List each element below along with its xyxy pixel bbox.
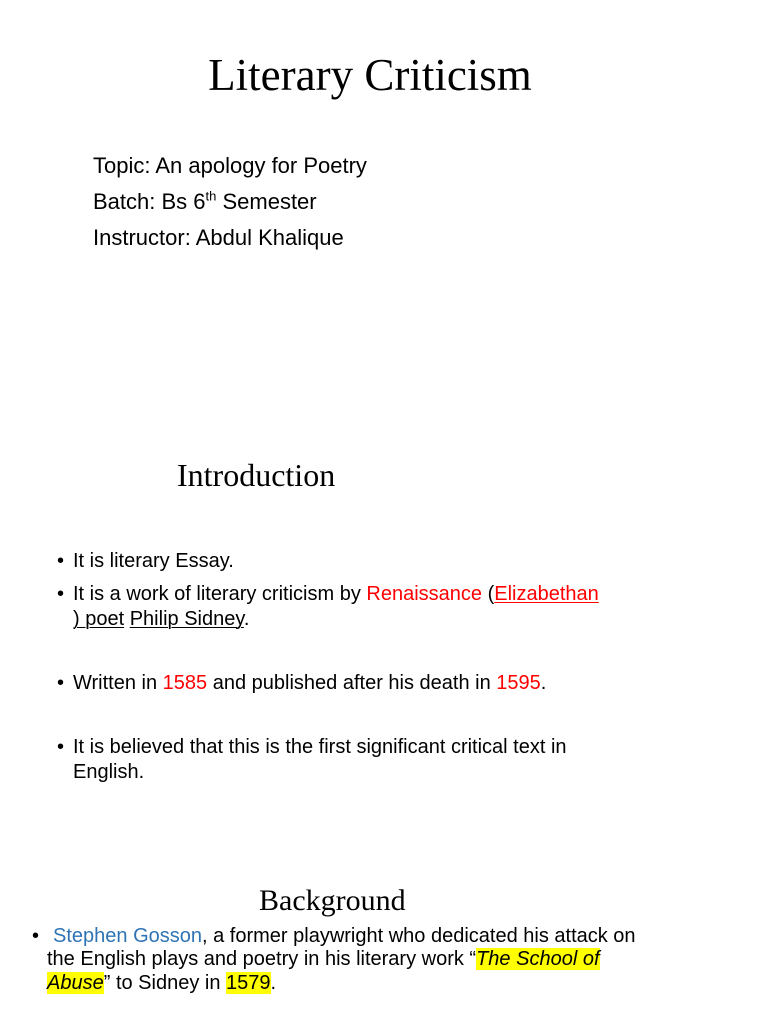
background-line-1-text: , a former playwright who dedicated his attack on bbox=[202, 925, 636, 947]
intro-bullet-2-text: It is a work of literary criticism by bbox=[73, 583, 367, 605]
poet-link[interactable]: ) poet bbox=[73, 608, 125, 630]
batch-suffix: Semester bbox=[216, 189, 317, 214]
background-line-2 bbox=[47, 947, 600, 971]
intro-bullet-2 bbox=[57, 582, 599, 607]
introduction-heading: Introduction bbox=[177, 457, 336, 493]
school-of-abuse-title: The School of bbox=[476, 948, 600, 970]
elizabethan-link[interactable]: Elizabethan bbox=[494, 583, 599, 605]
intro-bullet-4-cont: English. bbox=[73, 761, 145, 783]
background-line-2-text: the English plays and poetry in his literary work “ bbox=[47, 948, 477, 970]
year-1579: 1579 bbox=[226, 972, 271, 994]
bullet-icon: • bbox=[57, 736, 65, 758]
intro-bullet-4 bbox=[57, 735, 567, 760]
period: . bbox=[540, 672, 547, 694]
year-1595: 1595 bbox=[496, 672, 541, 694]
batch-superscript: th bbox=[205, 188, 217, 204]
batch-prefix: Batch: Bs 6 bbox=[93, 189, 206, 214]
topic-line: Topic: An apology for Poetry bbox=[93, 153, 367, 178]
background-line-3 bbox=[47, 971, 276, 995]
year-1585: 1585 bbox=[162, 672, 208, 694]
abuse-title-cont: Abuse bbox=[47, 972, 104, 994]
bullet-icon: • bbox=[57, 583, 65, 605]
stephen-gosson-link[interactable]: Stephen Gosson bbox=[53, 925, 202, 947]
background-heading: Background bbox=[259, 884, 406, 917]
intro-bullet-3 bbox=[57, 671, 546, 696]
page-title: Literary Criticism bbox=[208, 50, 532, 100]
instructor-line: Instructor: Abdul Khalique bbox=[93, 225, 344, 250]
intro-bullet-1-text: It is literary Essay. bbox=[73, 550, 234, 572]
philip-sidney-link[interactable]: Philip Sidney bbox=[129, 608, 244, 630]
background-bullet-1 bbox=[32, 924, 636, 948]
close-quote: ” bbox=[103, 972, 111, 994]
bullet-icon: • bbox=[57, 550, 65, 572]
intro-bullet-3-text: Written in bbox=[73, 672, 163, 694]
batch-line bbox=[93, 188, 317, 216]
paren-open: ( bbox=[482, 583, 495, 605]
bullet-icon: • bbox=[57, 672, 65, 694]
bullet-icon: • bbox=[32, 925, 40, 947]
intro-bullet-3-text-2: and published after his death in bbox=[207, 672, 497, 694]
period: . bbox=[243, 608, 250, 630]
background-line-3-text: to Sidney in bbox=[110, 972, 227, 994]
renaissance-term: Renaissance bbox=[366, 583, 483, 605]
intro-bullet-1 bbox=[57, 549, 234, 574]
intro-bullet-2-cont bbox=[73, 607, 249, 632]
intro-bullet-4-text: It is believed that this is the first significant critical text in bbox=[73, 736, 567, 758]
period: . bbox=[270, 972, 277, 994]
